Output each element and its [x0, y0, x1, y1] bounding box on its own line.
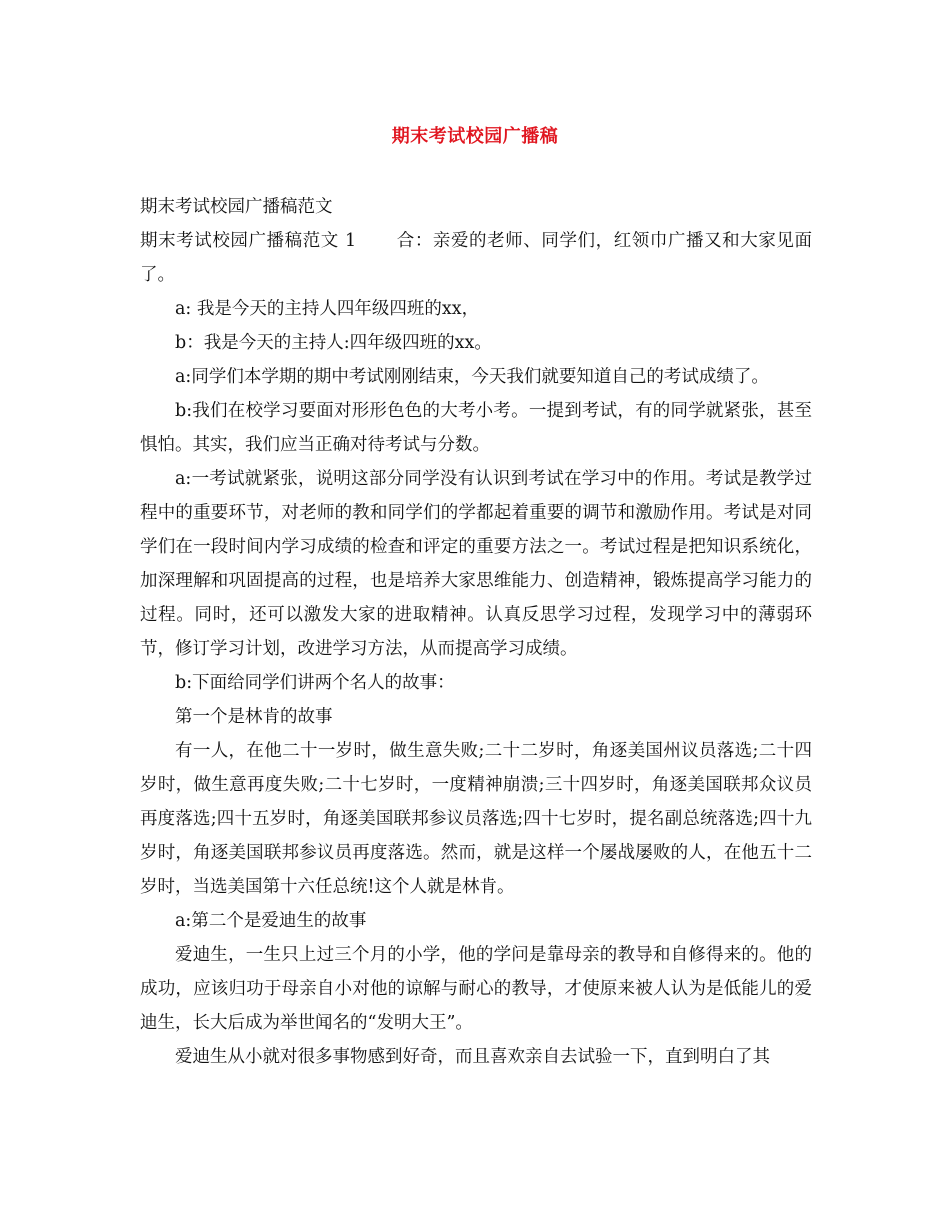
- first-line-label: 期末考试校园广播稿范文 1: [140, 231, 357, 251]
- paragraph: a:一考试就紧张，说明这部分同学没有认识到考试在学习中的作用。考试是教学过程中的重要环节，对老师的教和同学们的学都起着重要的调节和激励作用。考试是对同学们在一段时间内学习成绩的检查和评定的重要方法之一。考试过程是把知识系统化，加深理解和巩固提高的过程，也是培养大家思维能力、创造精神，锻炼提高学习能力的过程。同时，还可以激发大家的进取精神。认真反思学习过程，发现学习中的薄弱环节，修订学习计划，改进学习方法，从而提高学习成绩。: [140, 469, 812, 659]
- paragraph: a:同学们本学期的期中考试刚刚结束，今天我们就要知道自己的考试成绩了。: [175, 367, 769, 387]
- document-body: [140, 190, 812, 1074]
- subheading: 期末考试校园广播稿范文: [140, 197, 333, 217]
- paragraph: b：我是今天的主持人:四年级四班的xx。: [175, 333, 492, 353]
- first-line-text: 合：亲爱的老师、同学们，红领巾广播又和大家见面了。: [140, 231, 812, 285]
- paragraph: 有一人，在他二十一岁时，做生意失败;二十二岁时，角逐美国州议员落选;二十四岁时，做生意再度失败;二十七岁时，一度精神崩溃;三十四岁时，角逐美国联邦众议员再度落选;四十五岁时，角逐美国联邦参议员落选;四十七岁时，提名副总统落选;四十九岁时，角逐美国联邦参议员再度落选。然而，就是这样一个屡战屡败的人，在他五十二岁时，当选美国第十六任总统!这个人就是林肯。: [140, 741, 812, 897]
- paragraph: b:我们在校学习要面对形形色色的大考小考。一提到考试，有的同学就紧张，甚至惧怕。其实，我们应当正确对待考试与分数。: [140, 401, 812, 455]
- paragraph: a: 我是今天的主持人四年级四班的xx，: [175, 299, 480, 319]
- paragraph: 爱迪生，一生只上过三个月的小学，他的学问是靠母亲的教导和自修得来的。他的成功，应该归功于母亲自小对他的谅解与耐心的教导，才使原来被人认为是低能儿的爱迪生，长大后成为举世闻名的“发明大王”。: [140, 945, 812, 1033]
- document-title: 期末考试校园广播稿: [391, 126, 559, 147]
- paragraph: 爱迪生从小就对很多事物感到好奇，而且喜欢亲自去试验一下，直到明白了其: [175, 1047, 770, 1067]
- paragraph: b:下面给同学们讲两个名人的故事：: [175, 673, 455, 693]
- first-line: [140, 224, 812, 292]
- paragraph: a:第二个是爱迪生的故事: [175, 911, 367, 931]
- paragraph: 第一个是林肯的故事: [175, 707, 333, 727]
